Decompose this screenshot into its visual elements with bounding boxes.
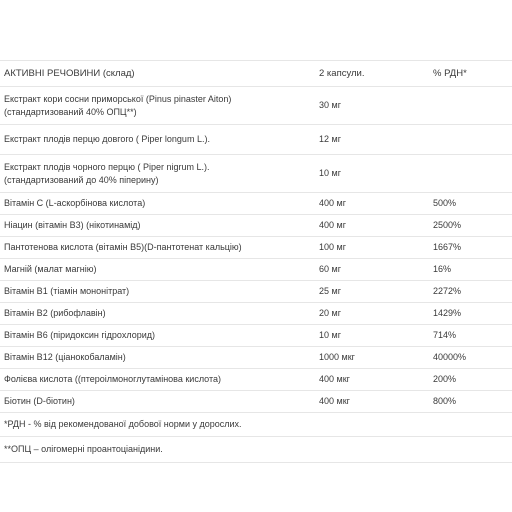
ingredient-name: Вітамін С (L-аскорбінова кислота)	[4, 198, 146, 208]
footnote-opc: **ОПЦ – олігомерні проантоціанідини.	[4, 444, 163, 454]
ingredient-name: Вітамін В6 (піридоксин гідрохлорид)	[4, 330, 155, 340]
ingredient-rdn: 40000%	[433, 352, 467, 362]
ingredient-name: Фолієва кислота ((птероілмоноглутамінова кислота)	[4, 374, 222, 384]
ingredient-name: Екстракт плодів перцю довгого ( Piper longum L.).	[4, 134, 210, 144]
ingredient-name-line2: (стандартизований до 40% піперину)	[4, 174, 159, 185]
footnote-row	[0, 437, 512, 463]
ingredient-name: Вітамін В12 (ціанокобаламін)	[4, 352, 126, 362]
ingredient-dose: 60 мг	[319, 264, 341, 274]
footnote-rdn: *РДН - % від рекомендованої добової норми у дорослих.	[4, 419, 242, 429]
ingredient-dose: 10 мг	[319, 330, 341, 340]
ingredient-name-line2: (стандартизований 40% ОПЦ**)	[4, 106, 137, 117]
table-row	[0, 193, 512, 215]
ingredient-rdn: 1667%	[433, 242, 462, 252]
ingredient-name-line1: Екстракт кори сосни приморської (Pinus pinaster Aiton)	[4, 93, 232, 104]
ingredient-rdn: 800%	[433, 396, 457, 406]
table-header-row	[0, 61, 512, 87]
ingredient-name-line1: Екстракт плодів чорного перцю ( Piper nigrum L.).	[4, 161, 210, 172]
ingredient-name	[0, 93, 315, 119]
ingredient-name	[0, 161, 315, 187]
table-row	[0, 303, 512, 325]
table-row	[0, 281, 512, 303]
ingredient-dose: 400 мг	[319, 220, 346, 230]
ingredient-rdn: 16%	[433, 264, 452, 274]
header-rdn: % РДН*	[433, 68, 467, 79]
table-row	[0, 347, 512, 369]
table-row	[0, 87, 512, 125]
table-row	[0, 155, 512, 193]
ingredient-name: Магній (малат магнію)	[4, 264, 97, 274]
table-row	[0, 237, 512, 259]
table-row	[0, 259, 512, 281]
ingredient-dose: 10 мг	[319, 168, 341, 178]
ingredient-name: Вітамін В1 (тіамін мононітрат)	[4, 286, 130, 296]
ingredient-rdn: 714%	[433, 330, 457, 340]
ingredient-dose: 25 мг	[319, 286, 341, 296]
ingredient-dose: 400 мкг	[319, 396, 350, 406]
ingredient-rdn: 1429%	[433, 308, 462, 318]
table-row	[0, 325, 512, 347]
footnote-row	[0, 413, 512, 437]
table-row	[0, 125, 512, 155]
header-dose: 2 капсули.	[319, 68, 365, 79]
ingredient-dose: 20 мг	[319, 308, 341, 318]
ingredient-rdn: 2272%	[433, 286, 462, 296]
header-ingredient: АКТИВНІ РЕЧОВИНИ (склад)	[4, 68, 135, 79]
ingredient-dose: 30 мг	[319, 100, 341, 110]
table-row	[0, 215, 512, 237]
table-row	[0, 369, 512, 391]
ingredient-rdn: 2500%	[433, 220, 462, 230]
ingredient-name: Ніацин (вітамін В3) (нікотинамід)	[4, 220, 141, 230]
ingredient-name: Біотин (D-біотин)	[4, 396, 75, 406]
ingredient-rdn: 200%	[433, 374, 457, 384]
ingredient-dose: 400 мг	[319, 198, 346, 208]
table-row	[0, 391, 512, 413]
ingredient-dose: 100 мг	[319, 242, 346, 252]
ingredient-rdn: 500%	[433, 198, 457, 208]
ingredient-name: Вітамін В2 (рибофлавін)	[4, 308, 106, 318]
ingredient-dose: 12 мг	[319, 134, 341, 144]
ingredient-name: Пантотенова кислота (вітамін В5)(D-пантотенат кальцію)	[4, 242, 242, 252]
ingredient-dose: 1000 мкг	[319, 352, 355, 362]
ingredient-dose: 400 мкг	[319, 374, 350, 384]
ingredients-table	[0, 60, 512, 463]
